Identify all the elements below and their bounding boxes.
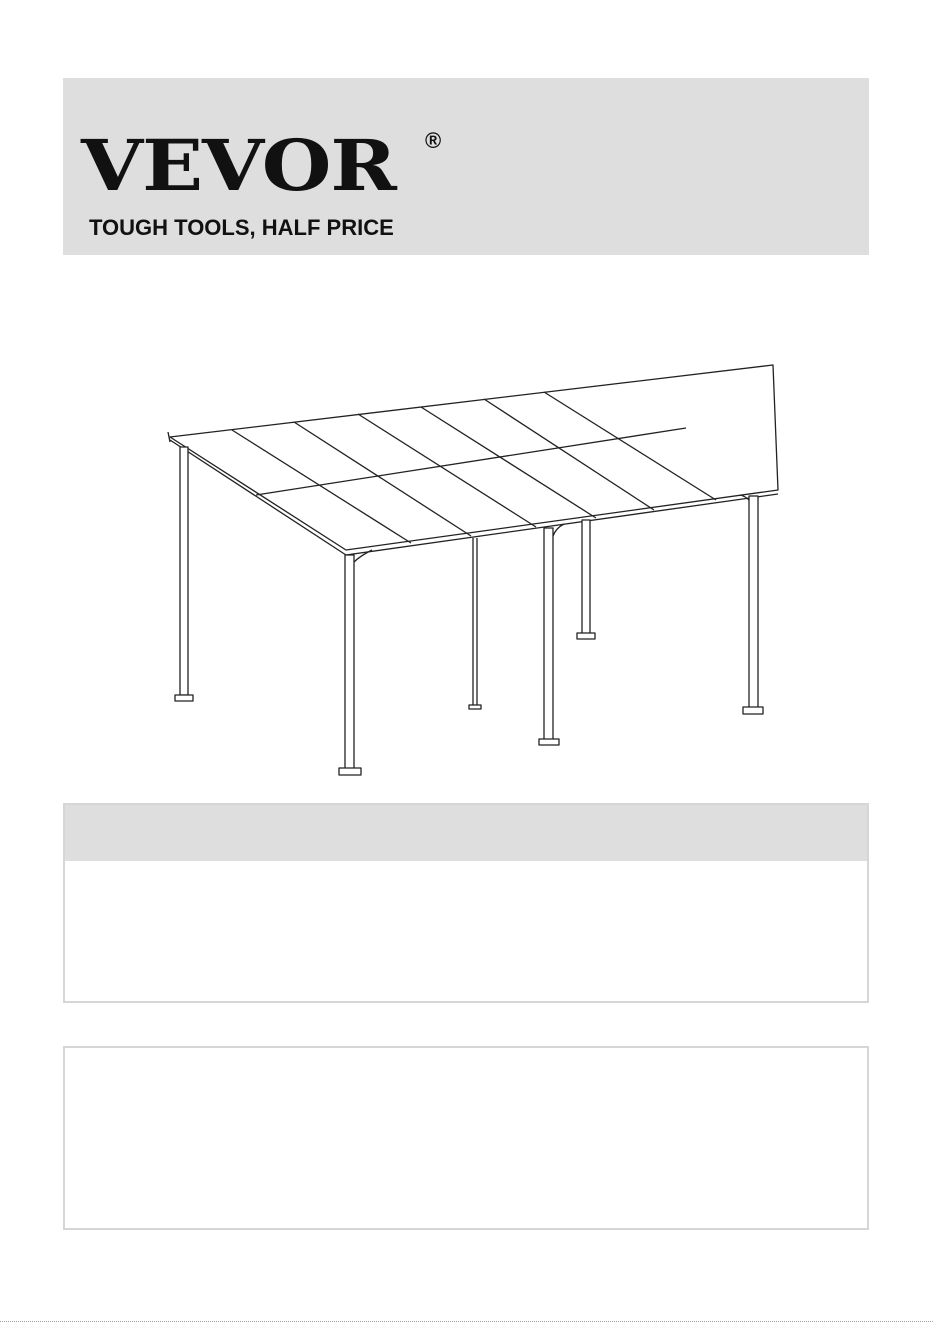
info-box-header (65, 805, 867, 861)
brand-logo: VEVOR (81, 123, 396, 207)
header-band (63, 78, 869, 255)
info-box (63, 803, 869, 1003)
tagline: TOUGH TOOLS, HALF PRICE (89, 215, 394, 240)
footer-divider (0, 1321, 933, 1322)
notice-box (63, 1046, 869, 1230)
registered-mark: ® (425, 128, 442, 153)
pergola-icon (146, 350, 786, 795)
